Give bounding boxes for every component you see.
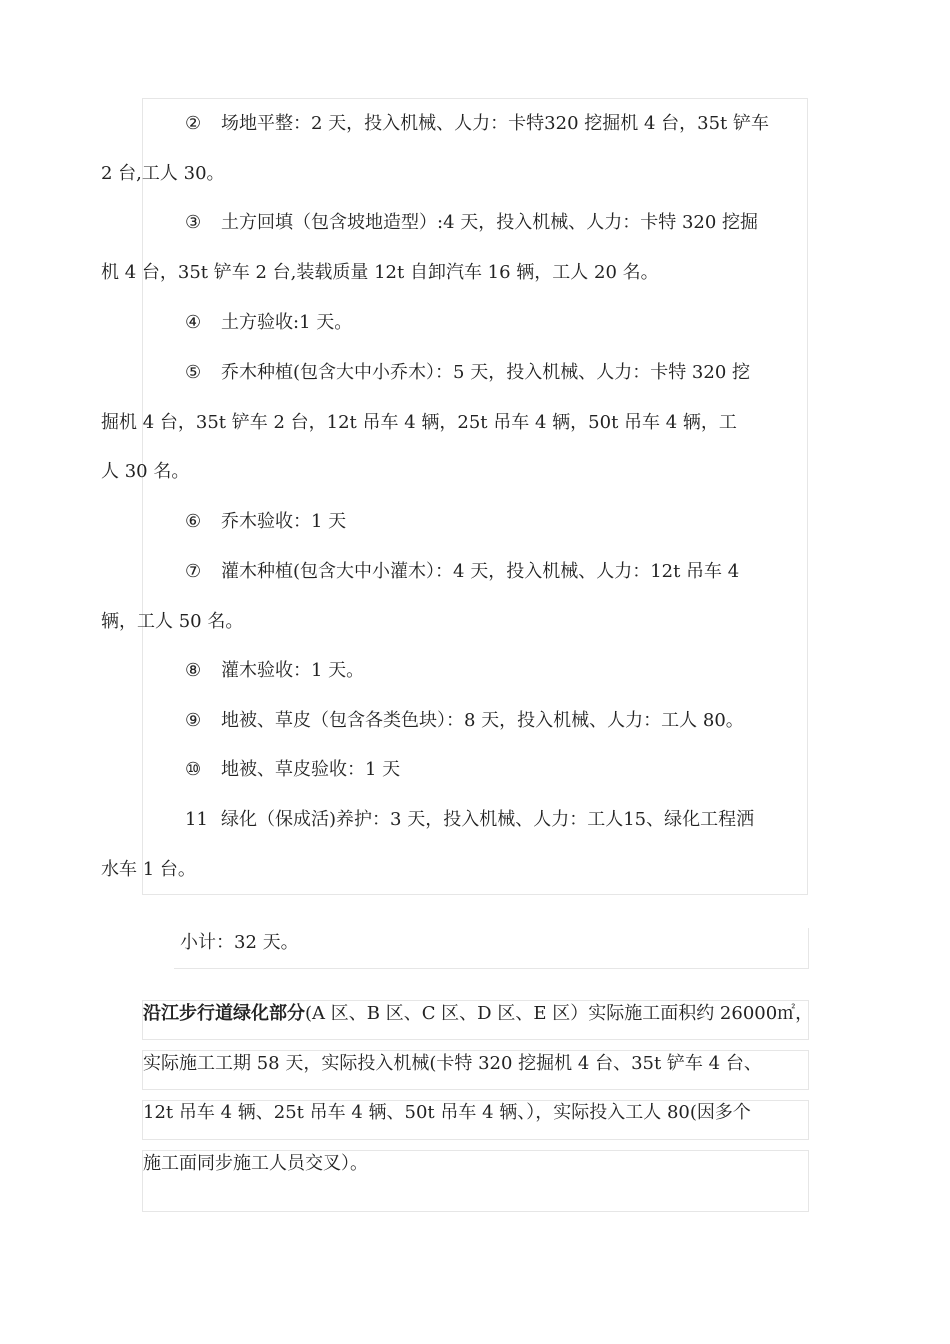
item-continuation: 机 4 台，35t 铲车 2 台,装载质量 12t 自卸汽车 16 辆，工人 20 名。 [101, 261, 659, 283]
subtotal-text: 小计：32 天。 [180, 932, 299, 953]
list-item [101, 348, 811, 497]
summary-line-1 [143, 999, 813, 1029]
item-text: 灌木种植(包含大中小灌木）：4 天，投入机械、人力：12t 吊车 4 [221, 561, 740, 582]
summary-line-4: 施工面同步施工人员交叉）。 [143, 1153, 368, 1174]
item-continuation: 水车 1 台。 [101, 858, 196, 880]
summary-bold-lead: 沿江步行道绿化部分 [143, 1003, 305, 1024]
list-item [143, 497, 811, 547]
item-number: ⑦ [185, 561, 202, 582]
item-continuation: 掘机 4 台，35t 铲车 2 台，12t 吊车 4 辆，25t 吊车 4 辆，50t 吊车 4 辆，工 [101, 411, 737, 433]
item-text: 灌木验收：1 天。 [221, 660, 365, 681]
item-number: ⑤ [185, 362, 202, 383]
item-number: ② [185, 113, 202, 134]
item-text: 土方回填（包含坡地造型）:4 天，投入机械、人力：卡特 320 挖掘 [221, 212, 759, 233]
summary-line-3: 12t 吊车 4 辆、25t 吊车 4 辆、50t 吊车 4 辆、），实际投入工人 80(因多个 [143, 1102, 751, 1123]
list-item [143, 298, 811, 348]
list-item [101, 198, 811, 297]
item-text: 乔木种植(包含大中小乔木）：5 天，投入机械、人力：卡特 320 挖 [221, 362, 750, 383]
item-text: 地被、草皮（包含各类色块）：8 天，投入机械、人力：工人 80。 [221, 710, 744, 731]
item-number: ⑩ [185, 759, 202, 780]
item-continuation: 2 台,工人 30。 [101, 162, 225, 184]
summary-line-1-rest: (A 区、B 区、C 区、D 区、E 区）实际施工面积约 26000㎡， [305, 1003, 814, 1024]
list-item [143, 745, 811, 795]
item-number: ④ [185, 312, 202, 333]
list-item [101, 795, 811, 894]
item-text: 地被、草皮验收：1 天 [221, 759, 401, 780]
item-text: 场地平整：2 天，投入机械、人力：卡特320 挖掘机 4 台，35t 铲车 [221, 113, 770, 134]
item-number: 11 [185, 809, 208, 830]
item-text: 乔木验收：1 天 [221, 511, 347, 532]
item-continuation: 人 30 名。 [101, 461, 190, 483]
item-number: ⑨ [185, 710, 202, 731]
item-number: ③ [185, 212, 202, 233]
list-item [143, 696, 811, 746]
item-text: 绿化（保成活)养护：3 天，投入机械、人力：工人15、绿化工程洒 [221, 809, 755, 830]
item-number: ⑥ [185, 511, 202, 532]
summary-line-2: 实际施工工期 58 天，实际投入机械(卡特 320 挖掘机 4 台、35t 铲车 4 台、 [143, 1053, 762, 1074]
item-continuation: 辆，工人 50 名。 [101, 610, 244, 632]
list-item [101, 547, 811, 646]
item-text: 土方验收:1 天。 [221, 312, 353, 333]
list-item [101, 99, 811, 198]
list-item [143, 646, 811, 696]
item-number: ⑧ [185, 660, 202, 681]
